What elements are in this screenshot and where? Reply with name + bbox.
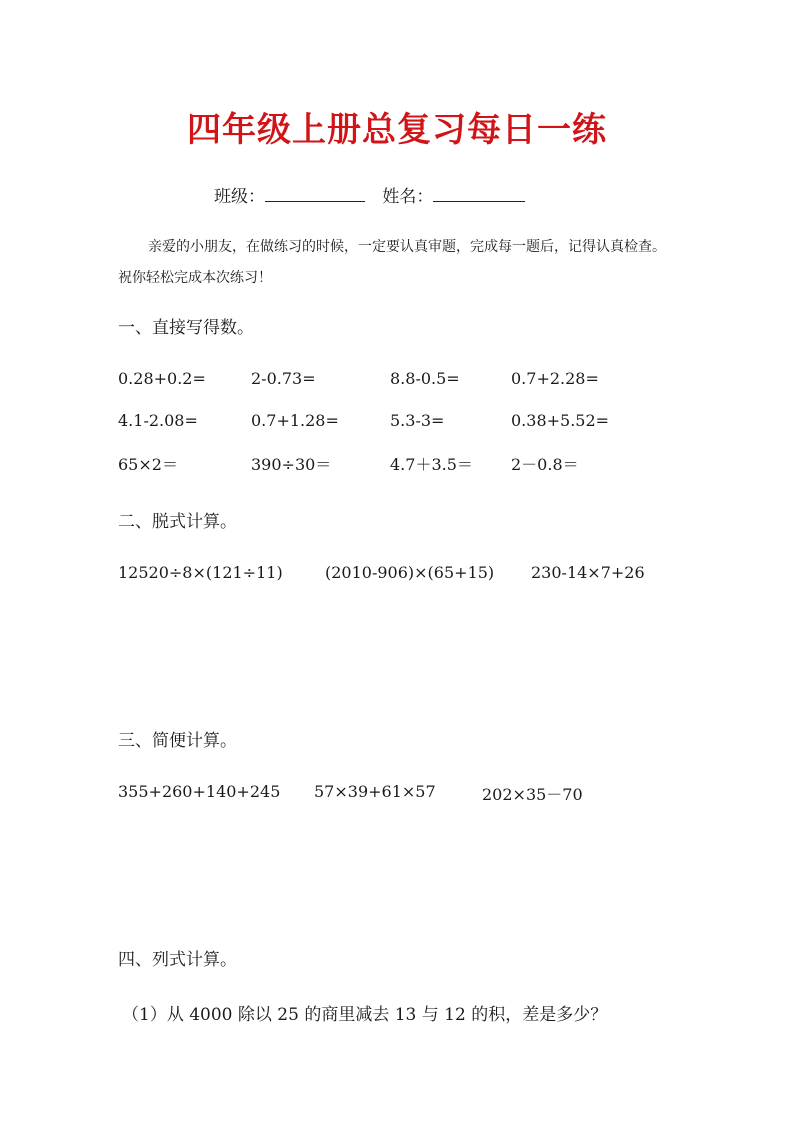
section-3-heading: 三、简便计算。 bbox=[118, 731, 237, 751]
name-label: 姓名： bbox=[382, 187, 434, 207]
step-calc-item: 230-14×7+26 bbox=[531, 563, 645, 582]
intro-paragraph bbox=[118, 232, 698, 294]
intro-line-2: 祝你轻松完成本次练习！ bbox=[118, 270, 272, 286]
intro-line-1: 亲爱的小朋友，在做练习的时候，一定要认真审题，完成每一题后，记得认真检查。 bbox=[148, 239, 666, 255]
oral-calc-item: 4.7＋3.5＝ bbox=[390, 455, 473, 474]
oral-calc-item: 0.38+5.52= bbox=[511, 411, 610, 430]
class-label: 班级： bbox=[214, 187, 265, 207]
simplified-calc-item: 57×39+61×57 bbox=[314, 782, 436, 801]
simplified-calc-item: 202×35－70 bbox=[482, 785, 583, 804]
oral-calc-item: 4.1-2.08= bbox=[118, 411, 198, 430]
section-2-heading: 二、脱式计算。 bbox=[118, 512, 237, 532]
page-title: 四年级上册总复习每日一练 bbox=[187, 110, 607, 150]
oral-calc-item: 2－0.8＝ bbox=[511, 455, 579, 474]
step-calc-item: (2010-906)×(65+15) bbox=[325, 563, 495, 582]
oral-calc-item: 390÷30＝ bbox=[251, 455, 332, 474]
word-problem-1: （1）从 4000 除以 25 的商里减去 13 与 12 的积，差是多少？ bbox=[122, 1005, 608, 1025]
oral-calc-item: 65×2＝ bbox=[118, 455, 178, 474]
section-1-heading: 一、直接写得数。 bbox=[118, 318, 254, 338]
oral-calc-item: 8.8-0.5= bbox=[390, 369, 460, 388]
oral-calc-item: 0.7+2.28= bbox=[511, 369, 599, 388]
name-blank-line[interactable] bbox=[433, 183, 525, 202]
oral-calc-item: 0.7+1.28= bbox=[251, 411, 339, 430]
student-info-row bbox=[214, 182, 525, 207]
oral-calc-item: 2-0.73= bbox=[251, 369, 316, 388]
class-blank-line[interactable] bbox=[265, 183, 365, 202]
step-calc-item: 12520÷8×(121÷11) bbox=[118, 563, 283, 582]
simplified-calc-item: 355+260+140+245 bbox=[118, 782, 281, 801]
oral-calc-item: 0.28+0.2= bbox=[118, 369, 206, 388]
oral-calc-item: 5.3-3= bbox=[390, 411, 445, 430]
section-4-heading: 四、列式计算。 bbox=[118, 950, 237, 970]
